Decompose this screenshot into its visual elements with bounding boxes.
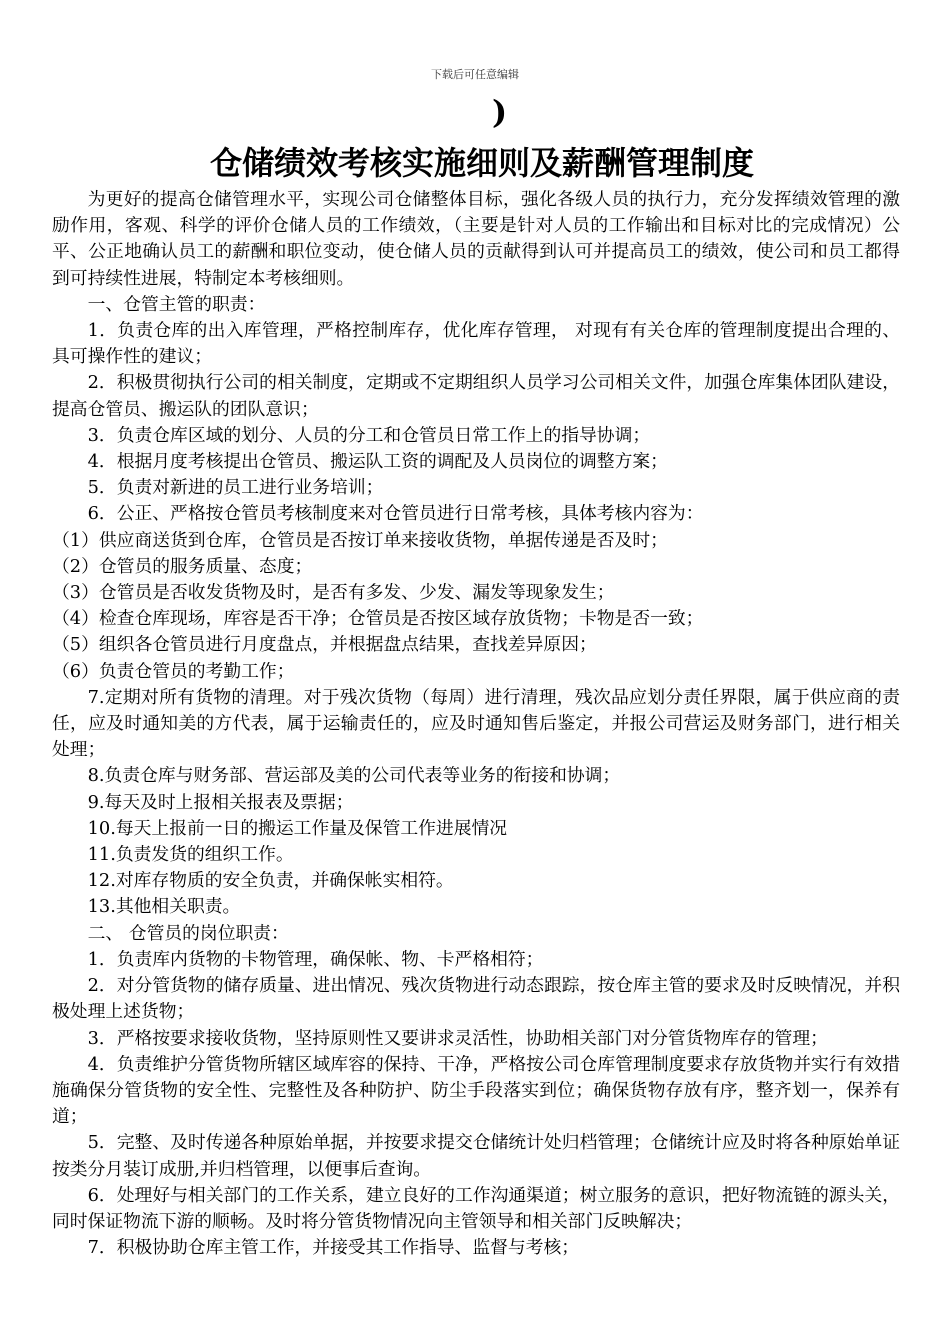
list-item: 7．积极协助仓库主管工作，并接受其工作指导、监督与考核； [87, 1237, 580, 1259]
list-item: 3．负责仓库区域的划分、人员的分工和仓管员日常工作上的指导协调； [87, 424, 651, 446]
list-item: 11.负责发货的组织工作。 [87, 844, 294, 866]
list-item: 13.其他相关职责。 [87, 896, 241, 918]
paren-mark: ) [492, 93, 508, 131]
list-item: 6．公正、严格按仓管员考核制度来对仓管员进行日常考核，具体考核内容为： [87, 503, 704, 525]
sub-item: （3）仓管员是否收发货物及时，是否有多发、少发、漏发等现象发生； [52, 582, 615, 604]
list-item: 4．负责维护分管货物所辖区域库容的保持、干净，严格按公司仓库管理制度要求存放货物并实行有效措施确保分管货物的安全性、完整性及各种防护、防尘手段落实到位；确保货物存放有序，整齐划一，保养有道； [52, 1053, 900, 1128]
list-item: 1．负责库内货物的卡物管理，确保帐、物、卡严格相符； [87, 948, 544, 970]
section-heading-supervisor: 一、仓管主管的职责： [87, 293, 266, 315]
list-item: 4．根据月度考核提出仓管员、搬运队工资的调配及人员岗位的调整方案； [87, 451, 668, 473]
sub-item: （6）负责仓管员的考勤工作； [52, 660, 295, 682]
sub-item: （4）检查仓库现场，库容是否干净；仓管员是否按区域存放货物；卡物是否一致； [52, 608, 704, 630]
header-note: 下载后可任意编辑 [431, 68, 519, 81]
list-item: 3．严格按要求接收货物，坚持原则性又要讲求灵活性，协助相关部门对分管货物库存的管理； [87, 1027, 828, 1049]
list-item: 9.每天及时上报相关报表及票据； [87, 791, 354, 813]
sub-item: （2）仓管员的服务质量、态度； [52, 555, 313, 577]
list-item: 7.定期对所有货物的清理。对于残次货物（每周）进行清理，残次品应划分责任界限，属于供应商的责任，应及时通知美的方代表，属于运输责任的，应及时通知售后鉴定，并报公司营运及财务部门，进行相关处理； [52, 686, 900, 761]
intro-paragraph: 为更好的提高仓储管理水平，实现公司仓储整体目标，强化各级人员的执行力，充分发挥绩效管理的激励作用，客观、科学的评价仓储人员的工作绩效，（主要是针对人员的工作输出和目标对比的完成情况）公平、公正地确认员工的薪酬和职位变动，使仓储人员的贡献得到认可并提高员工的绩效，使公司和员工都得到可持续性进展，特制定本考核细则。 [52, 189, 900, 289]
section-heading-keeper: 二、 仓管员的岗位职责： [87, 922, 289, 944]
document-title: 仓储绩效考核实施细则及薪酬管理制度 [210, 144, 755, 182]
sub-item: （1）供应商送货到仓库，仓管员是否按订单来接收货物，单据传递是否及时； [52, 529, 668, 551]
list-item: 5．负责对新进的员工进行业务培训； [87, 477, 384, 499]
list-item: 2．积极贯彻执行公司的相关制度，定期或不定期组织人员学习公司相关文件，加强仓库集体团队建设，提高仓管员、搬运队的团队意识； [52, 372, 900, 420]
sub-item: （5）组织各仓管员进行月度盘点，并根据盘点结果，查找差异原因； [52, 634, 597, 656]
list-item: 8.负责仓库与财务部、营运部及美的公司代表等业务的衔接和协调； [87, 765, 621, 787]
list-item: 5．完整、及时传递各种原始单据，并按要求提交仓储统计处归档管理；仓储统计应及时将各种原始单证按类分月装订成册,并归档管理，以便事后查询。 [52, 1132, 900, 1180]
list-item: 12.对库存物质的安全负责，并确保帐实相符。 [87, 870, 454, 892]
list-item: 6．处理好与相关部门的工作关系，建立良好的工作沟通渠道；树立服务的意识，把好物流链的源头关，同时保证物流下游的顺畅。及时将分管货物情况向主管领导和相关部门反映解决； [52, 1184, 900, 1232]
list-item: 10.每天上报前一日的搬运工作量及保管工作进展情况 [87, 817, 508, 839]
document-body [52, 187, 900, 1261]
list-item: 1．负责仓库的出入库管理，严格控制库存，优化库存管理， 对现有有关仓库的管理制度提出合理的、具可操作性的建议； [52, 320, 900, 368]
list-item: 2．对分管货物的储存质量、进出情况、残次货物进行动态跟踪，按仓库主管的要求及时反映情况，并积极处理上述货物； [52, 975, 900, 1023]
